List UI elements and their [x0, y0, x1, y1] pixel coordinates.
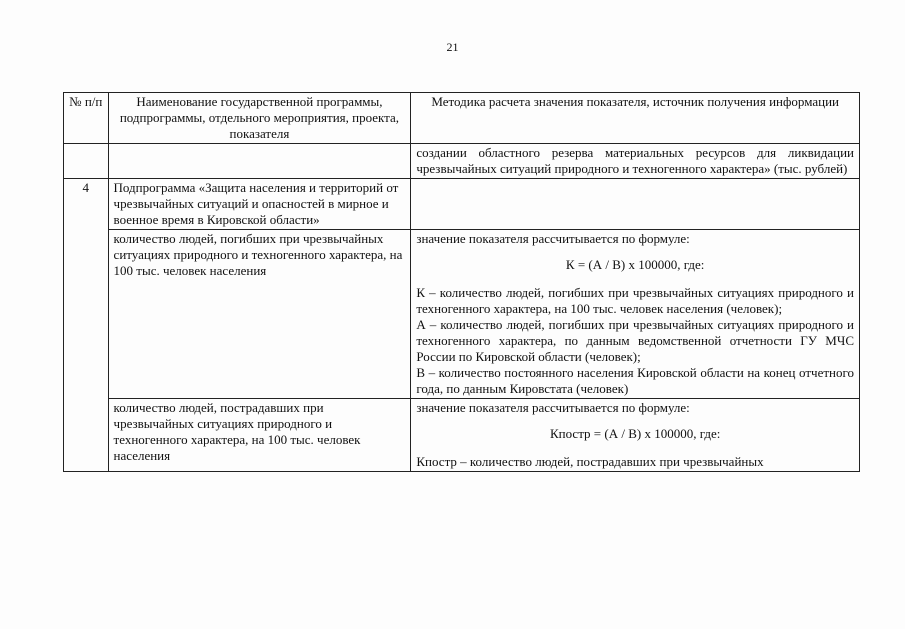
table-header-row: [64, 93, 860, 144]
row-method: [411, 179, 860, 230]
definition-item: А – количество людей, погибших при чрезвычайных ситуациях природного и техногенного характера, по данным ведомственной отчетности ГУ МЧС России по Кировской области (человек);: [416, 317, 854, 364]
table-row: [64, 230, 860, 399]
definition-item: В – количество постоянного населения Кировской области на конец отчетного года, по данным Кировстата (человек): [416, 365, 854, 396]
table-row: [64, 179, 860, 230]
definition-item: Кпостр – количество людей, пострадавших при чрезвычайных: [416, 454, 764, 469]
page-number: 21: [446, 40, 459, 54]
method-intro: значение показателя рассчитывается по формуле:: [416, 231, 690, 246]
row-name: количество людей, пострадавших при чрезвычайных ситуациях природного и техногенного характера, на 100 тыс. человек населения: [108, 399, 411, 472]
formula: Кпостр = (А / В) х 100000, где:: [549, 426, 721, 441]
definition-item: К – количество людей, погибших при чрезвычайных ситуациях природного и техногенного характера, на 100 тыс. человек населения (человек);: [416, 285, 854, 316]
header-number: № п/п: [64, 93, 109, 144]
method-intro: значение показателя рассчитывается по формуле:: [416, 400, 690, 415]
row-number: 4: [64, 179, 109, 472]
row-name: Подпрограмма «Защита населения и территорий от чрезвычайных ситуаций и опасностей в мирное и военное время в Кировской области»: [108, 179, 411, 230]
table-row: [64, 399, 860, 472]
header-name: Наименование государственной программы, подпрограммы, отдельного мероприятия, проекта, показателя: [108, 93, 411, 144]
formula: К = (А / В) х 100000, где:: [565, 257, 705, 272]
row-method: [411, 230, 860, 399]
row-method: [411, 399, 860, 472]
row-method: создании областного резерва материальных ресурсов для ликвидации чрезвычайных ситуаций природного и техногенного характера» (тыс. рублей): [411, 144, 860, 179]
row-name: количество людей, погибших при чрезвычайных ситуациях природного и техногенного характера, на 100 тыс. человек населения: [108, 230, 411, 399]
row-number: [64, 144, 109, 179]
indicator-table: [63, 92, 860, 472]
table-row: [64, 144, 860, 179]
header-method: Методика расчета значения показателя, источник получения информации: [411, 93, 860, 144]
row-name: [108, 144, 411, 179]
